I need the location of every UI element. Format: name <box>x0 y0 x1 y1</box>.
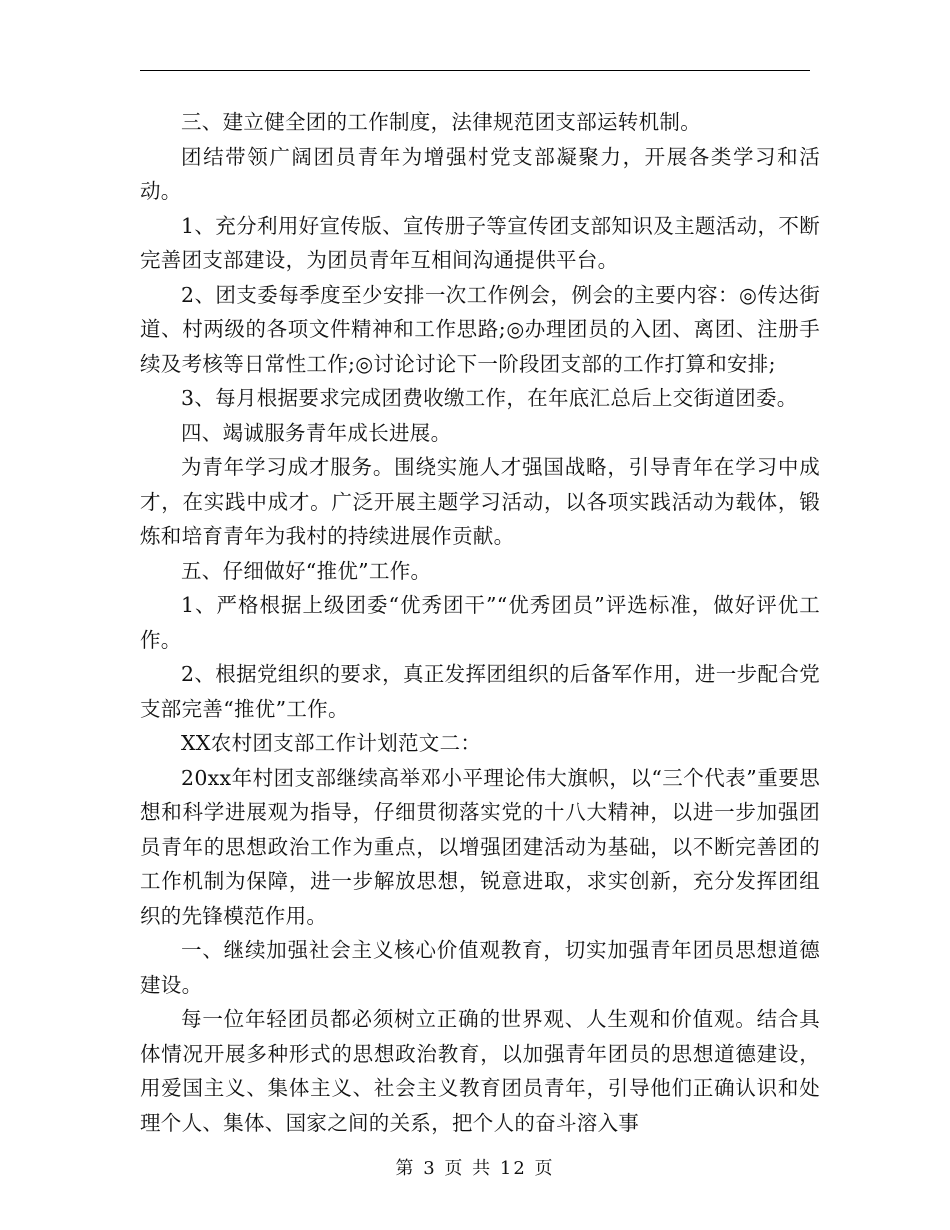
paragraph: 3、每月根据要求完成团费收缴工作，在年底汇总后上交街道团委。 <box>181 386 798 410</box>
paragraph: 1、充分利用好宣传版、宣传册子等宣传团支部知识及主题活动，不断完善团支部建设，为团员青年互相间沟通提供平台。 <box>140 213 820 272</box>
current-page-number: 3 <box>423 1158 437 1179</box>
paragraph: 1、严格根据上级团委“优秀团干”“优秀团员”评选标准，做好评优工作。 <box>140 593 820 652</box>
paragraph: 为青年学习成才服务。围绕实施人才强国战略，引导青年在学习中成才，在实践中成才。广泛开展主题学习活动，以各项实践活动为载体，锻炼和培育青年为我村的持续进展作贡献。 <box>140 455 820 548</box>
sample-title: XX农村团支部工作计划范文二： <box>181 731 482 755</box>
paragraph: 2、团支委每季度至少安排一次工作例会，例会的主要内容：◎传达街道、村两级的各项文件精神和工作思路;◎办理团员的入团、离团、注册手续及考核等日常性工作;◎讨论讨论下一阶段团支部的工作打算和安排; <box>140 282 820 376</box>
paragraph: 团结带领广阔团员青年为增强村党支部凝聚力，开展各类学习和活动。 <box>140 144 820 203</box>
footer-suffix: 页 <box>534 1158 555 1179</box>
section-heading-5: 五、仔细做好“推优”工作。 <box>181 558 432 583</box>
section-heading-4: 四、竭诚服务青年成长进展。 <box>181 420 452 445</box>
total-page-count: 12 <box>499 1158 527 1179</box>
footer-middle: 页 共 <box>444 1158 493 1179</box>
header-rule <box>140 70 810 71</box>
footer-prefix: 第 <box>395 1158 416 1179</box>
section-heading-3: 三、建立健全团的工作制度，法律规范团支部运转机制。 <box>181 110 701 134</box>
paragraph: 2、根据党组织的要求，真正发挥团组织的后备军作用，进一步配合党支部完善“推优”工作。 <box>140 662 820 721</box>
paragraph: 20xx年村团支部继续高举邓小平理论伟大旗帜，以“三个代表”重要思想和科学进展观为指导，仔细贯彻落实党的十八大精神，以进一步加强团员青年的思想政治工作为重点，以增强团建活动为基础，以不断完善团的工作机制为保障，进一步解放思想，锐意进取，求实创新，充分发挥团组织的先锋模范作用。 <box>140 765 820 928</box>
document-body <box>140 105 820 1140</box>
page-footer <box>0 1154 950 1180</box>
section-heading-1: 一、继续加强社会主义核心价值观教育，切实加强青年团员思想道德建设。 <box>140 938 820 997</box>
paragraph: 每一位年轻团员都必须树立正确的世界观、人生观和价值观。结合具体情况开展多种形式的思想政治教育，以加强青年团员的思想道德建设，用爱国主义、集体主义、社会主义教育团员青年，引导他们正确认识和处理个人、集体、国家之间的关系，把个人的奋斗溶入事 <box>140 1007 820 1135</box>
